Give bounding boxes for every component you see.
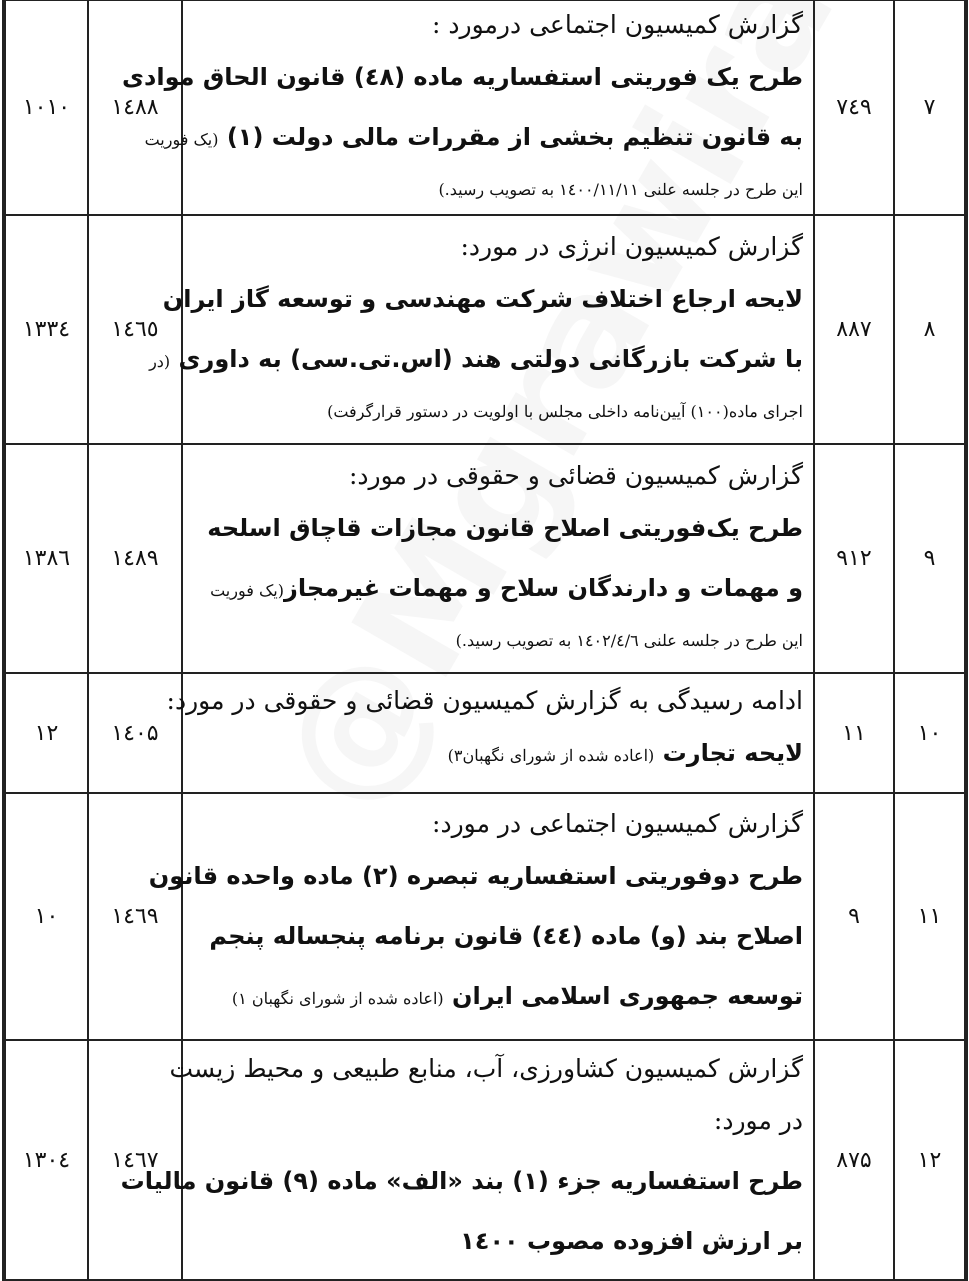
table-row — [4, 444, 966, 673]
item-description — [182, 444, 814, 673]
item-title-line: طرح دوفوریتی استفساریه تبصره (۲) ماده واحده قانون — [148, 862, 803, 890]
item-title-text: توسعه جمهوری اسلامی ایران — [452, 982, 803, 1010]
row-number: ۸ — [894, 215, 966, 444]
committee-intro: ادامه رسیدگی به گزارش کمیسیون قضائی و حقوقی در مورد: — [166, 685, 803, 715]
row-number: ۱۱ — [894, 793, 966, 1040]
table-row — [4, 215, 966, 444]
table-row — [4, 1040, 966, 1280]
report-number: ۹ — [814, 793, 894, 1040]
report-number: ۹۱۲ — [814, 444, 894, 673]
document-number: ۱٤٦٥ — [88, 215, 182, 444]
report-number: ۸۷۵ — [814, 1040, 894, 1280]
committee-intro: گزارش کمیسیون انرژی در مورد: — [460, 232, 803, 261]
item-title-line — [191, 723, 803, 786]
item-title-line — [144, 107, 803, 170]
committee-intro: گزارش کمیسیون اجتماعی در مورد: — [432, 809, 803, 838]
item-title-line: طرح یک فوریتی استفساریه ماده (٤۸) قانون الحاق موادی — [122, 63, 803, 91]
item-title-line: اصلاح بند (و) ماده (٤٤) قانون برنامه پنجساله پنجم — [209, 922, 803, 950]
agenda-table — [2, 0, 968, 1281]
item-title-text: به قانون تنظیم بخشی از مقررات مالی دولت (۱) — [226, 123, 803, 151]
item-title-line: طرح استفساریه جزء (۱) بند «الف» ماده (۹) قانون مالیات — [120, 1167, 803, 1195]
item-note-line: اجرای ماده(۱۰۰) آیین‌نامه داخلی مجلس با اولویت در دستور قرارگرفت) — [327, 402, 803, 421]
item-description — [166, 673, 814, 793]
item-note: (یک فوریت — [210, 581, 284, 600]
item-description — [148, 793, 814, 1040]
registration-number: ۱۳۸٦ — [4, 444, 88, 673]
registration-number: ۱۲ — [4, 673, 88, 793]
item-title-text: لایحه تجارت — [662, 738, 803, 767]
report-number: ۷٤۹ — [814, 0, 894, 215]
item-title-line — [191, 966, 803, 1029]
document-number: ۱٤٦۷ — [88, 1040, 182, 1280]
item-note: (اعاده شده از شورای نگهبان ۱) — [231, 989, 444, 1008]
item-description — [149, 215, 814, 444]
item-note: (یک فوریت — [144, 130, 219, 149]
document-number: ۱٤۸۹ — [88, 444, 182, 673]
row-number: ۷ — [894, 0, 966, 215]
row-number: ۱۰ — [894, 673, 966, 793]
report-number: ۸۸۷ — [814, 215, 894, 444]
item-title-line — [191, 558, 803, 621]
committee-intro: گزارش کمیسیون کشاورزی، آب، منابع طبیعی و محیط زیست — [169, 1054, 803, 1083]
report-number: ۱۱ — [814, 673, 894, 793]
row-number: ۹ — [894, 444, 966, 673]
document-number: ۱٤۸۸ — [88, 0, 182, 215]
item-title-line: طرح یک‌فوریتی اصلاح قانون مجازات قاچاق اسلحه — [207, 514, 803, 542]
committee-intro: گزارش کمیسیون اجتماعی درمورد : — [432, 10, 803, 39]
document-number: ۱٤۰۵ — [88, 673, 182, 793]
item-title-line: بر ارزش افزوده مصوب ۱٤۰۰ — [460, 1227, 803, 1255]
item-title-text: با شرکت بازرگانی دولتی هند (اس.تی.سی) به داوری — [178, 345, 803, 373]
registration-number: ۱۰۱۰ — [4, 0, 88, 215]
item-title-line — [149, 329, 803, 392]
committee-intro: گزارش کمیسیون قضائی و حقوقی در مورد: — [349, 461, 803, 490]
table-row — [4, 0, 966, 215]
table-row — [4, 793, 966, 1040]
registration-number: ۱۰ — [4, 793, 88, 1040]
registration-number: ۱۳۳٤ — [4, 215, 88, 444]
document-number: ۱٤٦۹ — [88, 793, 182, 1040]
item-title-text: و مهمات و دارندگان سلاح و مهمات غیرمجاز — [284, 574, 803, 602]
item-title-line: لایحه ارجاع اختلاف شرکت مهندسی و توسعه گاز ایران — [162, 285, 803, 313]
table-row — [4, 673, 966, 793]
item-note: (در — [149, 352, 171, 371]
item-note-line: این طرح در جلسه علنی ۱٤۰۰/۱۱/۱۱ به تصویب رسید.) — [438, 180, 803, 199]
registration-number: ۱۳۰٤ — [4, 1040, 88, 1280]
committee-intro: در مورد: — [713, 1106, 803, 1135]
item-note: (اعاده شده از شورای نگهبان۳) — [447, 745, 655, 765]
row-number: ۱۲ — [894, 1040, 966, 1280]
item-note-line: این طرح در جلسه علنی ۱٤۰۲/٤/٦ به تصویب رسید.) — [455, 631, 803, 650]
